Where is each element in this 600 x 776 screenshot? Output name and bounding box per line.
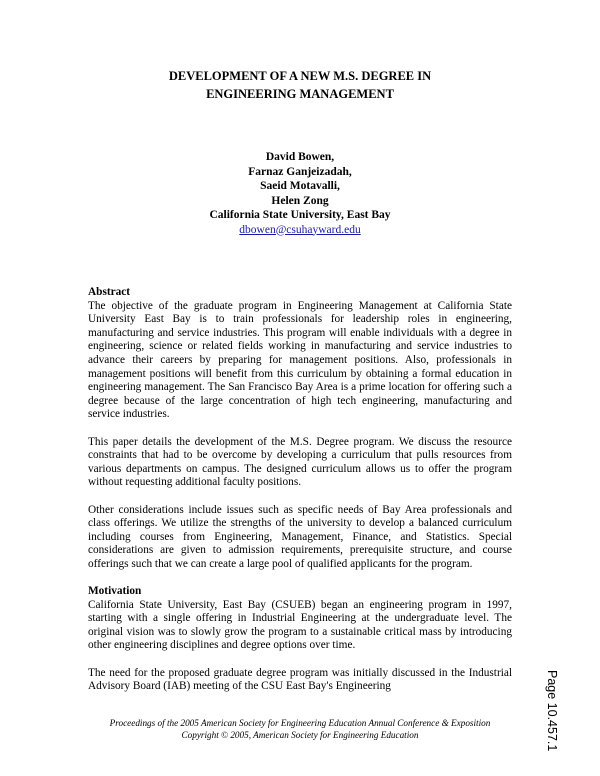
page-footer (60, 718, 540, 741)
motivation-heading: Motivation (88, 585, 142, 598)
title-line-1: DEVELOPMENT OF A NEW M.S. DEGREE IN (168, 69, 432, 83)
footer-proceedings: Proceedings of the 2005 American Society for Engineering Education Annual Conference & Exposition (109, 718, 491, 728)
abstract-paragraph-2: This paper details the development of the M.S. Degree program. We discuss the resource constraints that had to be overcome by developing a curriculum that pulls resources from various departments on campus. The designed curriculum allows us to offer the program without requesting additional faculty positions. (88, 435, 512, 489)
title-line-2: ENGINEERING MANAGEMENT (206, 87, 394, 101)
page-number-stamp: Page 10.457.1 (545, 670, 559, 752)
abstract-heading: Abstract (88, 286, 131, 298)
motivation-paragraph-1: California State University, East Bay (CSUEB) began an engineering program in 1997, starting with a single offering in Industrial Engineering at the undergraduate level. The original vision was to slowly grow the program to a sustainable critical mass by introducing other engineering disciplines and degree options over time. (88, 598, 512, 652)
author-name: Helen Zong (271, 194, 329, 207)
abstract-paragraph-1: The objective of the graduate program in Engineering Management at California State University East Bay is to train professionals for leadership roles in engineering, manufacturing and service industries. This program will enable individuals with a degree in engineering, science or related fields working in manufacturing and service industries to advance their careers by preparing for management positions. Also, professionals in management positions will benefit from this curriculum by obtaining a formal education in engineering management. The San Francisco Bay Area is a prime location for offering such a degree because of the large concentration of high tech engineering, manufacturing and service industries. (88, 299, 512, 421)
motivation-paragraph-2: The need for the proposed graduate degree program was initially discussed in the Industrial Advisory Board (IAB) meeting of the CSU East Bay's Engineering (88, 666, 512, 693)
paper-body (88, 286, 512, 694)
footer-copyright: Copyright © 2005, American Society for Engineering Education (181, 729, 419, 740)
author-block (80, 150, 520, 237)
paper-title (80, 67, 520, 103)
author-name: David Bowen, (265, 151, 335, 163)
abstract-paragraph-3: Other considerations include issues such as specific needs of Bay Area professionals and class offerings. We utilize the strengths of the university to develop a balanced curriculum including courses from Engineering, Management, Finance, and Statistics. Special considerations are given to admission requirements, prerequisite structure, and course offerings such that we can create a large pool of qualified applicants for the program. (88, 503, 512, 570)
author-email-link[interactable]: dbowen@csuhayward.edu (239, 223, 361, 236)
author-name: Saeid Motavalli, (260, 180, 340, 192)
author-name: Farnaz Ganjeizadah, (248, 165, 352, 178)
author-affiliation: California State University, East Bay (209, 209, 391, 221)
